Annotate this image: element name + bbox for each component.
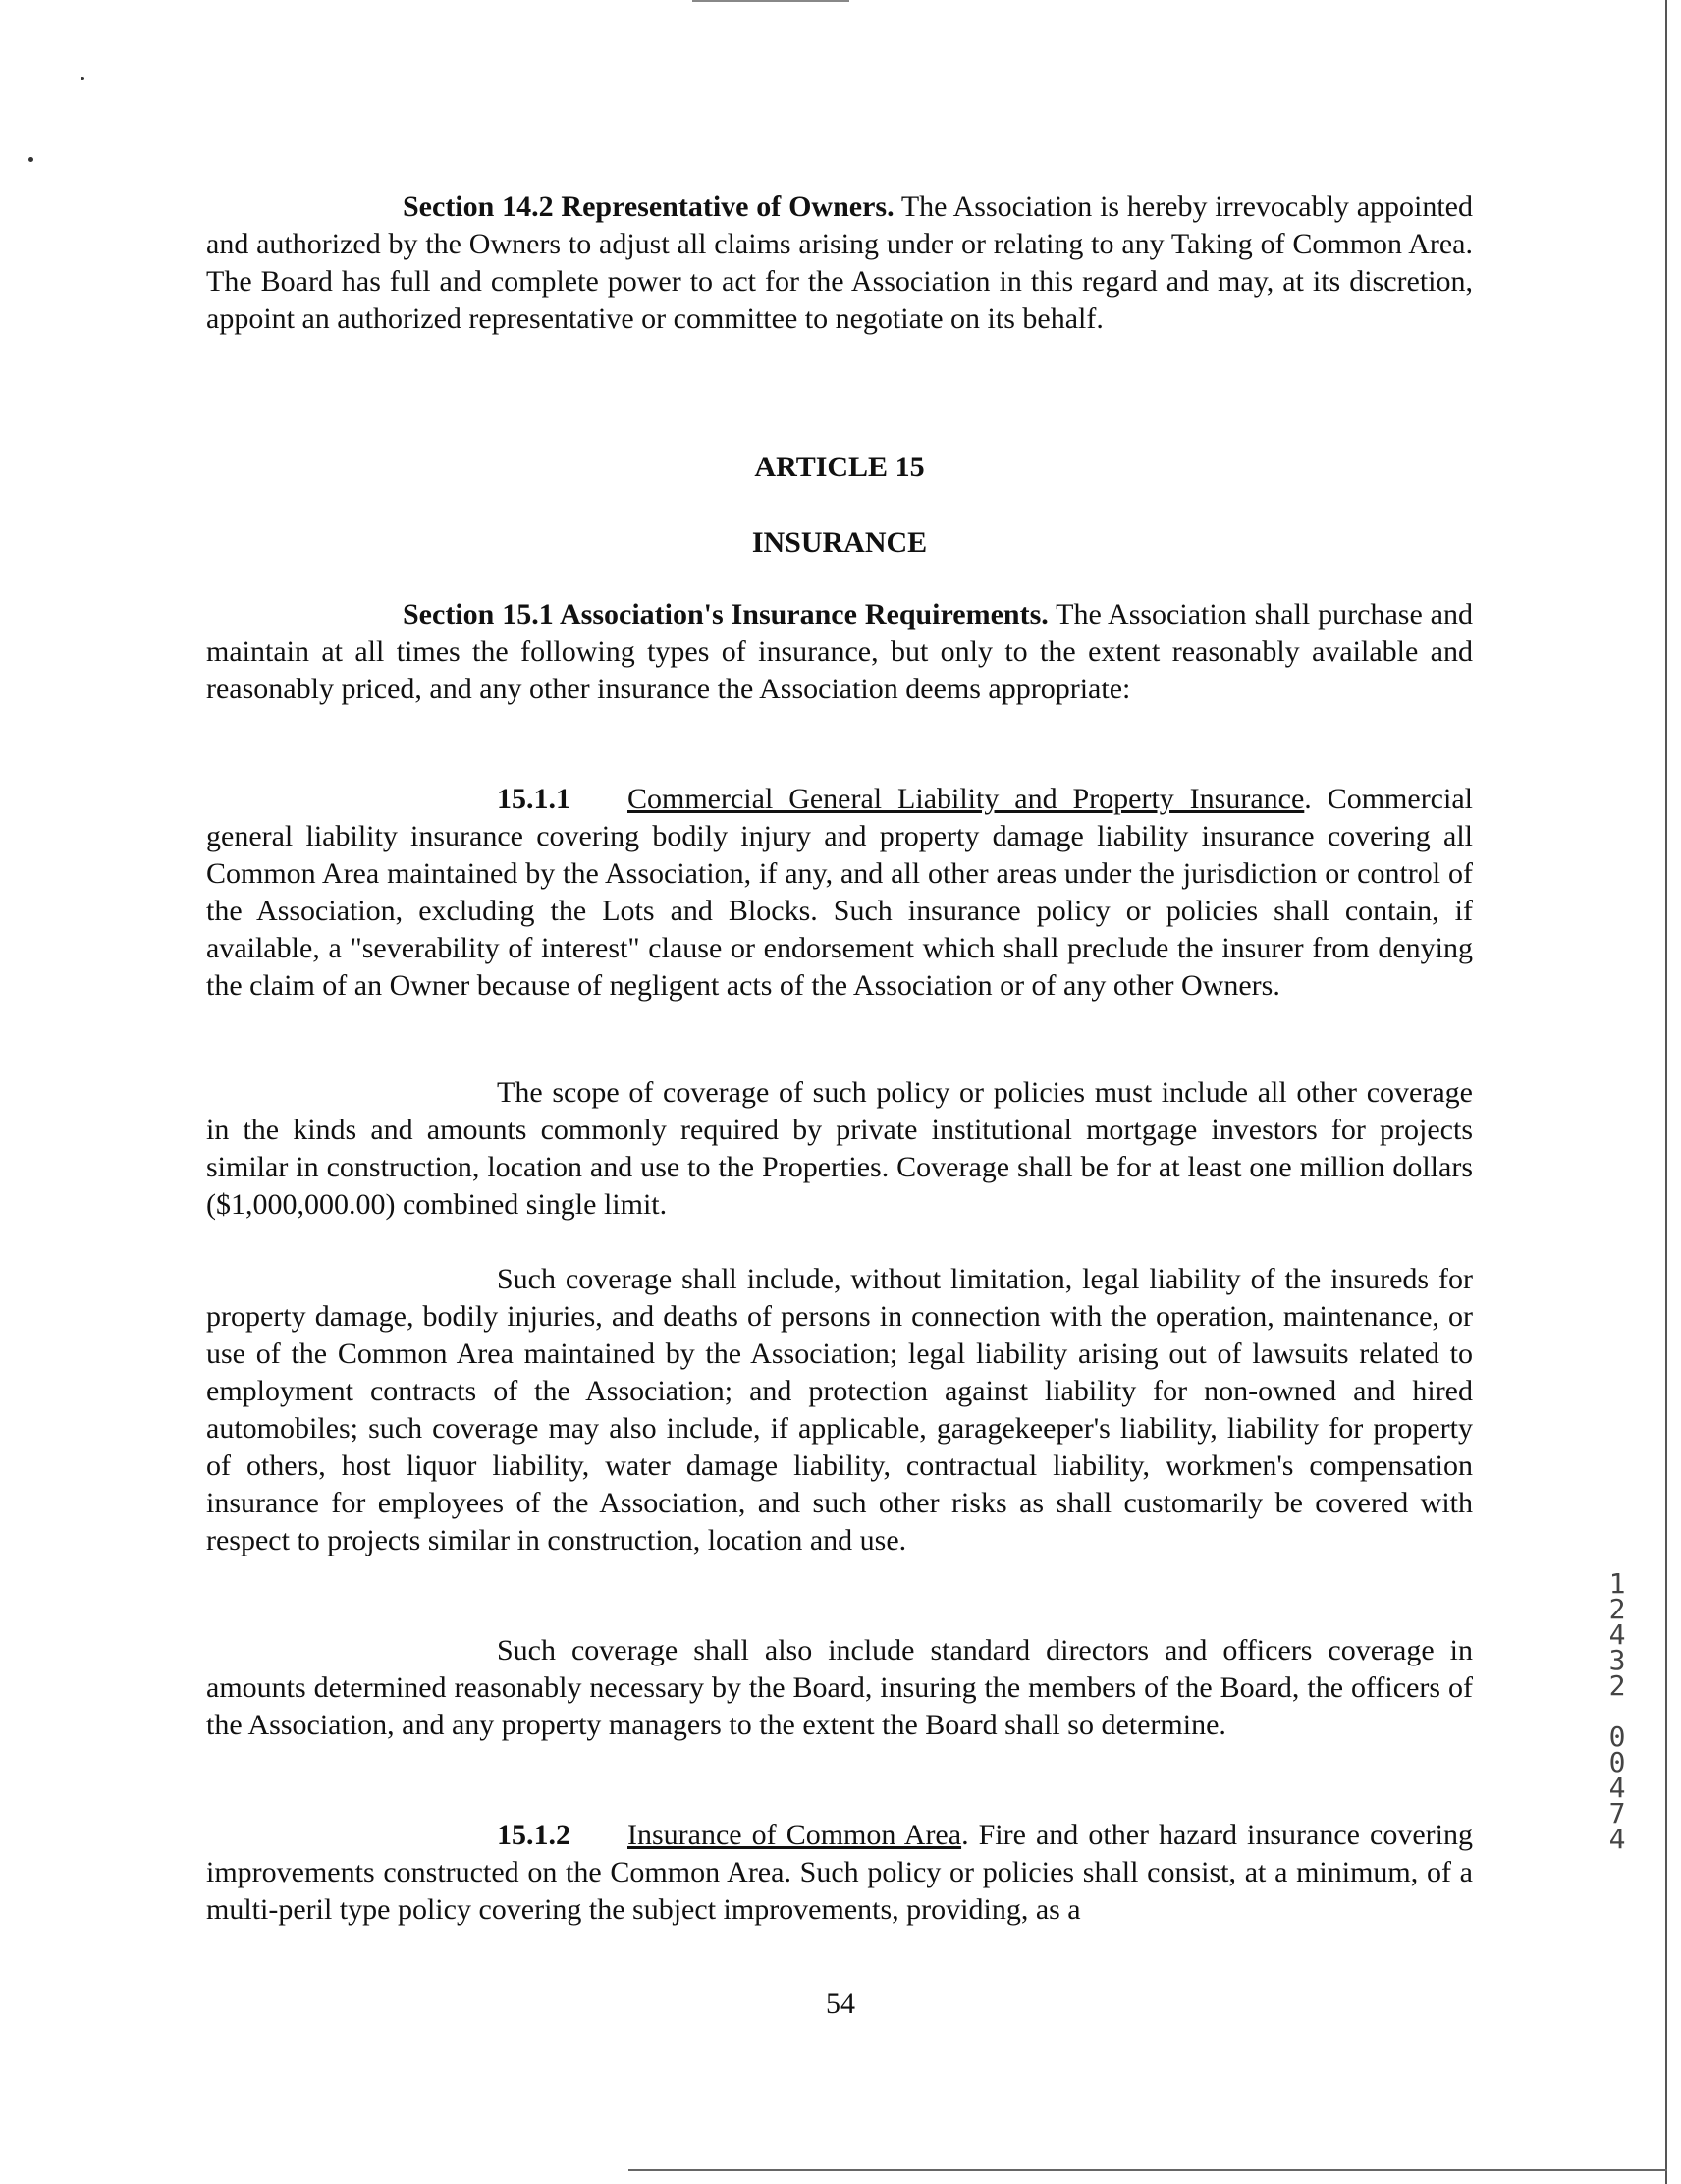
stamp-digit: 7 — [1608, 1797, 1626, 1829]
subsection-15-1-2-title: Insurance of Common Area — [627, 1819, 962, 1851]
such-coverage-paragraph: Such coverage shall include, without limitation, legal liability of the insureds for property damage, bodily injuries, and deaths of persons in connection with the operation, maintenance, or use of the Common Area maintained by the Association; legal liability arising out of lawsuits related to employment contracts of the Association; and protection against liability for non-owned and hired automobiles; such coverage may also include, if applicable, garagekeeper's liability, liability for property of others, host liquor liability, water damage liability, contractual liability, workmen's compensation insurance for employees of the Association, and such other risks as shall customarily be covered with respect to projects similar in construction, location and use. — [206, 1263, 1473, 1556]
scan-edge-bottom — [628, 2169, 1667, 2171]
stamp-group-2 — [1602, 1720, 1632, 1855]
section-15-1-paragraph — [206, 596, 1473, 708]
subsection-15-1-1-paragraph — [206, 781, 1473, 1005]
stamp-digit: 1 — [1608, 1567, 1626, 1600]
scan-edge-right — [1665, 0, 1667, 2184]
subsection-15-1-2-text: . Fire and other hazard insurance covering improvements constructed on the Common Area. Such policy or policies shall consist, at a minimum, of a multi-peril type policy covering the subject improvements, providing, as a — [206, 1819, 1473, 1926]
subsection-15-1-1-number: 15.1.1 — [497, 783, 570, 815]
stamp-group-1 — [1602, 1567, 1632, 1702]
section-14-2-paragraph — [206, 189, 1473, 338]
stamp-digit: 3 — [1608, 1644, 1626, 1676]
article-title: INSURANCE — [751, 526, 928, 559]
scan-speck — [81, 77, 84, 80]
subsection-15-1-1-title: Commercial General Liability and Property Insurance — [627, 783, 1305, 815]
section-15-1-text: The Association shall purchase and maintain at all times the following types of insurance, but only to the extent reasonably available and reasonably priced, and any other insurance the Association deems appropriate: — [206, 598, 1473, 705]
stamp-digit: 0 — [1608, 1746, 1626, 1778]
section-14-2-text: The Association is hereby irrevocably appointed and authorized by the Owners to adjust all claims arising under or relating to any Taking of Common Area. The Board has full and complete power to act for the Association in this regard and may, at its discretion, appoint an authorized representative or committee to negotiate on its behalf. — [206, 191, 1474, 335]
section-14-2-title: Section 14.2 Representative of Owners. — [403, 191, 895, 223]
page-number: 54 — [826, 1988, 855, 2020]
subsection-15-1-1-text: . Commercial general liability insurance covering bodily injury and property damage liability insurance covering all Common Area maintained by the Association, if any, and all other areas under the jurisdiction or control of the Association, excluding the Lots and Blocks. Such insurance policy or policies shall contain, if available, a "severability of interest" clause or endorsement which shall preclude the insurer from denying the claim of an Owner because of negligent acts of the Association or of any other Owners. — [206, 783, 1473, 1002]
stamp-digit: 4 — [1608, 1772, 1626, 1804]
directors-paragraph: Such coverage shall also include standard directors and officers coverage in amounts determined reasonably necessary by the Board, insuring the members of the Board, the officers of the Association, and any property managers to the extent the Board shall so determine. — [206, 1634, 1473, 1741]
article-number: ARTICLE 15 — [754, 451, 925, 483]
margin-recording-stamp — [1602, 1567, 1632, 1855]
stamp-digit: 4 — [1608, 1823, 1626, 1855]
section-15-1-title: Section 15.1 Association's Insurance Requirements. — [403, 598, 1049, 630]
scan-artifact-top — [692, 0, 849, 2]
scope-paragraph: The scope of coverage of such policy or policies must include all other coverage in the kinds and amounts commonly required by private institutional mortgage investors for projects similar in construction, location and use to the Properties. Coverage shall be for at least one million dollars ($1,000,000.00) combined single limit. — [206, 1076, 1473, 1221]
stamp-digit: 4 — [1608, 1618, 1626, 1651]
stamp-digit: 2 — [1608, 1593, 1626, 1625]
subsection-15-1-2-number: 15.1.2 — [497, 1819, 570, 1851]
stamp-digit: 0 — [1608, 1720, 1626, 1753]
scan-speck — [28, 157, 33, 162]
subsection-15-1-2-paragraph — [206, 1817, 1473, 1929]
stamp-digit: 2 — [1608, 1669, 1626, 1702]
